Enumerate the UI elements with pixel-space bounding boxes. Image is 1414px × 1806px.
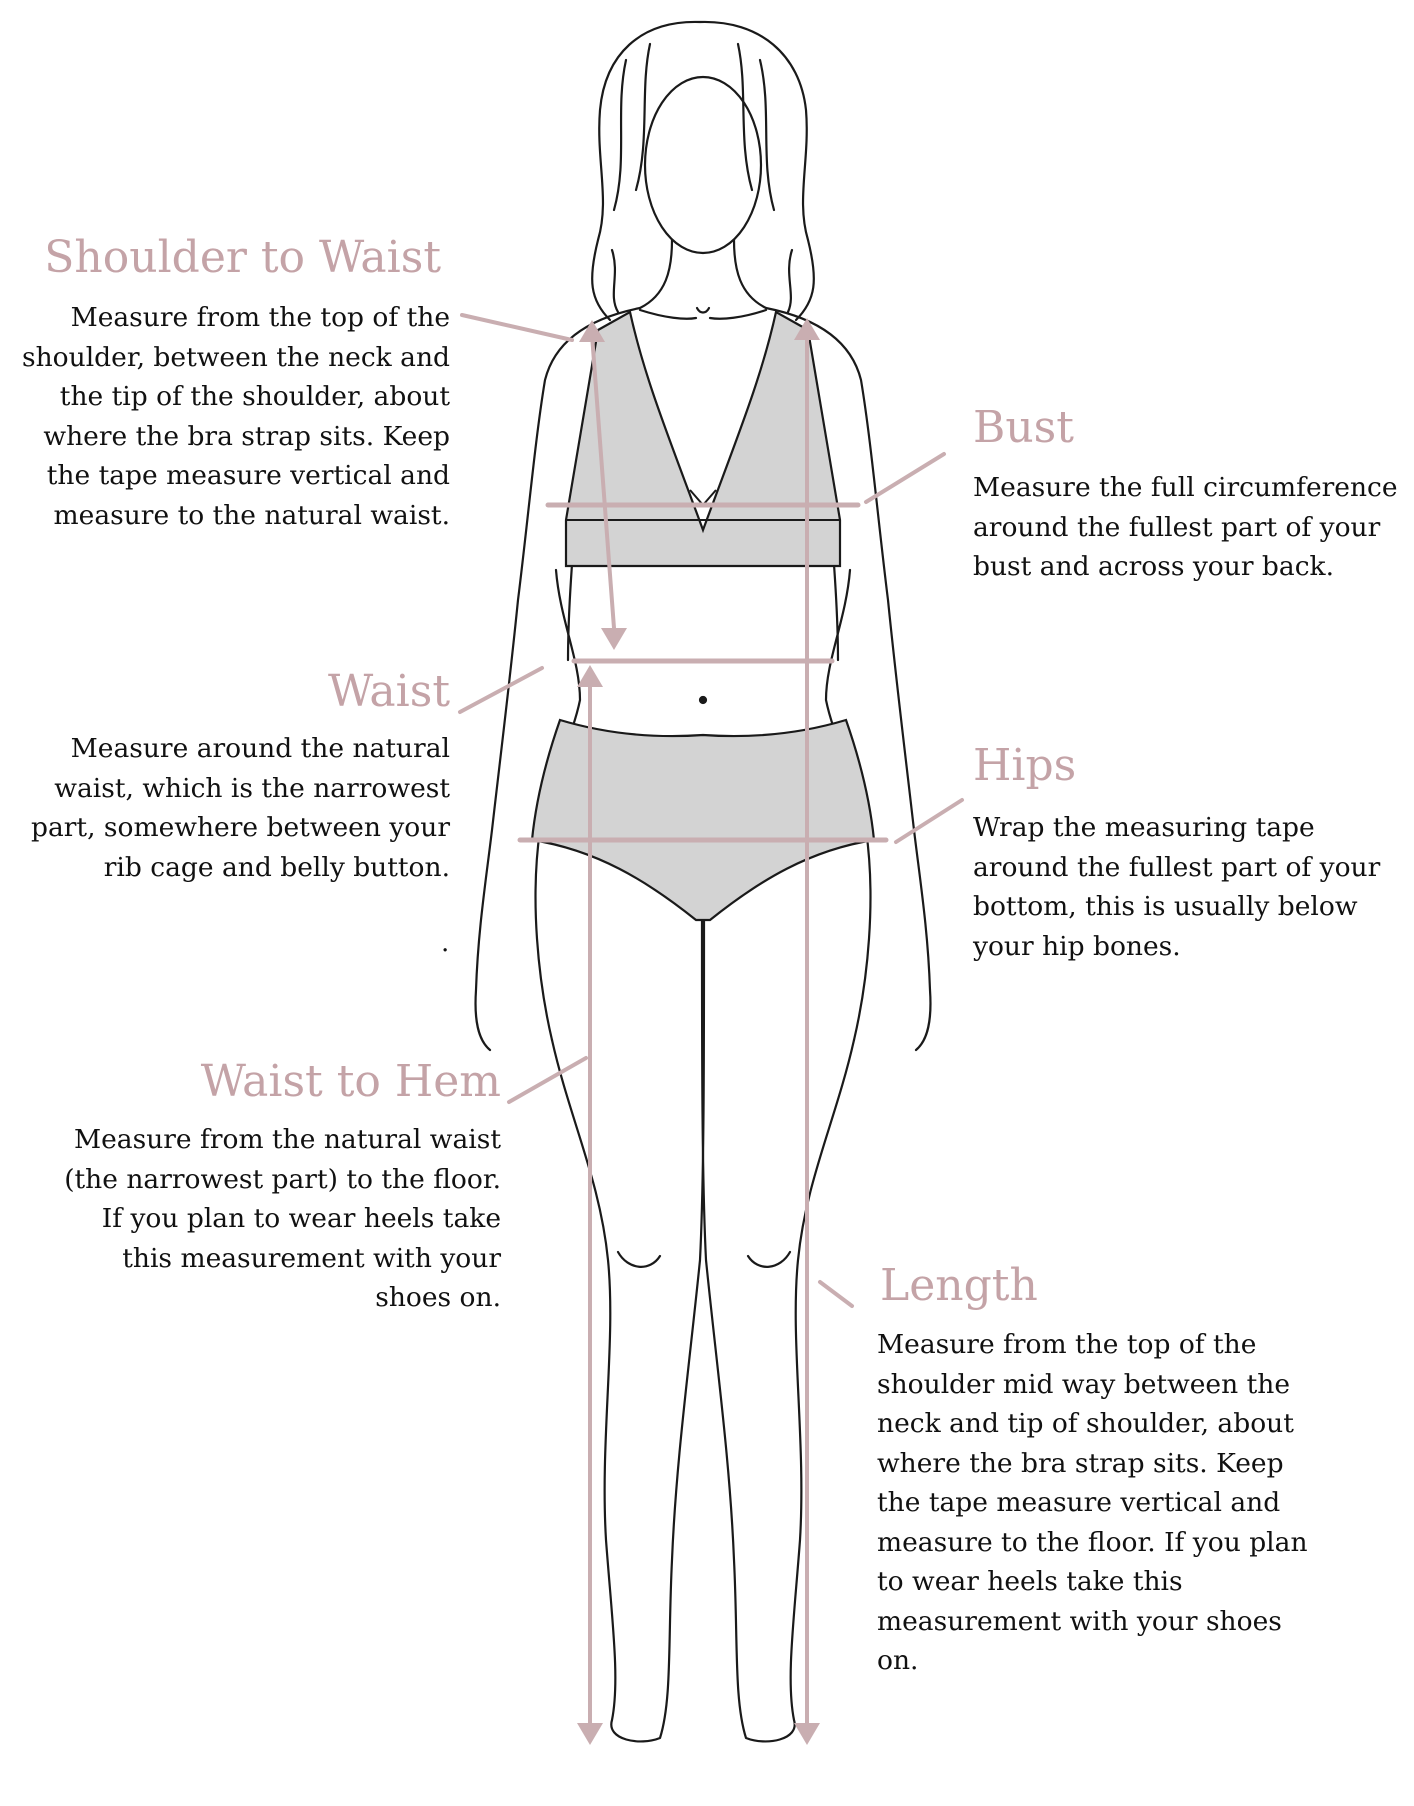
neck [640, 240, 766, 308]
text-line: shoes on. [375, 1282, 501, 1313]
hips-title: Hips [973, 740, 1077, 791]
right-leg [702, 920, 854, 1741]
waist-description [31, 729, 450, 887]
text-line: the tape measure vertical and [46, 460, 450, 491]
waist-to-hem-description [64, 1120, 501, 1318]
text-line: where the bra strap sits. Keep [43, 420, 450, 452]
waist-to-hem-arrow-bottom [577, 1723, 603, 1745]
text-line: measure to the natural waist. [53, 499, 450, 531]
waist-to-hem-title: Waist to Hem [200, 1056, 501, 1107]
length-title: Length [880, 1260, 1038, 1311]
text-line: rib cage and belly button. [103, 851, 450, 883]
shoulder-to-waist-title: Shoulder to Waist [44, 232, 441, 283]
text-line: the tape measure vertical and [877, 1487, 1281, 1518]
waist-to-hem-arrow-top [577, 665, 603, 687]
stray-period: . [441, 928, 450, 958]
text-line: Measure around the natural [70, 733, 450, 764]
text-line: bottom, this is usually below [973, 891, 1358, 922]
text-line: (the narrowest part) to the floor. [64, 1163, 501, 1195]
text-line: part, somewhere between your [31, 812, 450, 843]
text-line: Measure from the top of the [877, 1329, 1257, 1360]
bust-title: Bust [973, 402, 1074, 453]
length-description [877, 1325, 1308, 1681]
text-line: waist, which is the narrowest [54, 772, 450, 804]
briefs [532, 720, 874, 920]
length-leader [820, 1282, 852, 1306]
shoulder-to-waist-description [22, 298, 450, 535]
text-line: shoulder, between the neck and [22, 341, 450, 373]
text-line: to wear heels take this [877, 1566, 1183, 1597]
shoulder-to-waist-arrow-bottom [601, 628, 627, 650]
text-line: where the bra strap sits. Keep [877, 1447, 1284, 1479]
waist-to-hem-leader [509, 1058, 586, 1102]
text-line: bust and across your back. [973, 551, 1335, 582]
hair-strands [612, 44, 792, 312]
text-line: If you plan to wear heels take [101, 1203, 501, 1234]
left-leg [552, 920, 704, 1741]
text-line: your hip bones. [973, 930, 1181, 962]
text-line: the tip of the shoulder, about [59, 381, 450, 412]
waist-leader [460, 668, 542, 712]
text-line: Measure from the top of the [70, 302, 450, 333]
hips-description [973, 808, 1380, 966]
shoulder-to-waist-leader [462, 315, 572, 340]
text-line: Wrap the measuring tape [973, 812, 1315, 843]
bust-description [973, 468, 1398, 587]
face [645, 77, 761, 253]
text-line: measurement with your shoes [877, 1605, 1282, 1637]
length-arrow-bottom [794, 1723, 820, 1745]
bust-leader [866, 454, 944, 502]
text-line: measure to the floor. If you plan [877, 1526, 1308, 1558]
text-line: on. [877, 1645, 919, 1676]
text-line: around the fullest part of your [973, 511, 1381, 543]
waist-title: Waist [328, 666, 450, 717]
text-line: Measure from the natural waist [73, 1124, 501, 1155]
text-line: neck and tip of shoulder, about [877, 1408, 1294, 1439]
text-line: shoulder mid way between the [877, 1368, 1291, 1400]
hips-leader [896, 800, 962, 842]
text-line: around the fullest part of your [973, 851, 1381, 883]
text-line: Measure the full circumference [973, 472, 1398, 503]
text-line: this measurement with your [122, 1242, 501, 1274]
